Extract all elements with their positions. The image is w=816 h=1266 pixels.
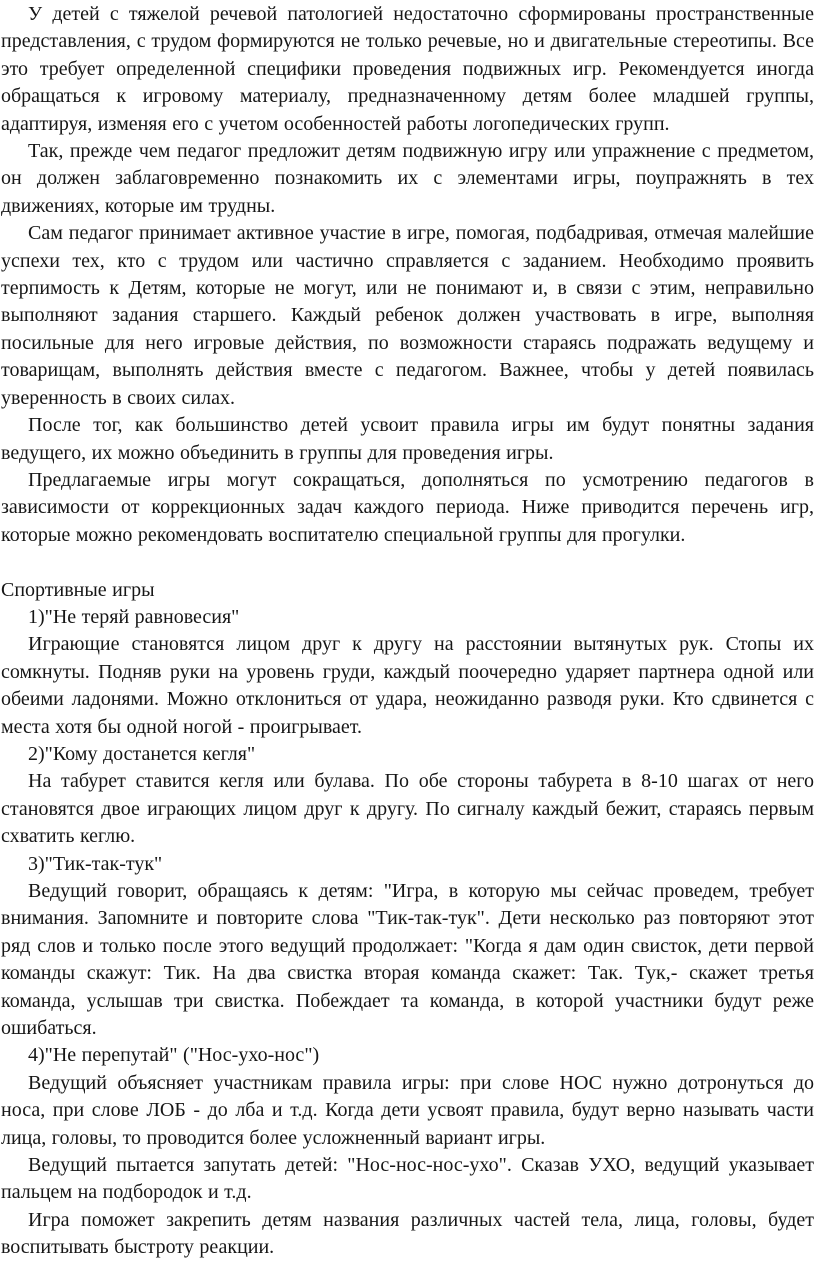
body-paragraph: Играющие становятся лицом друг к другу на расстоянии вытянутых рук. Стопы их сомкнуты. Подняв руки на уровень груди, каждый поочередно ударяет партнера одной или обеими ладонями. Можно отклониться от удара, неожиданно разводя руки. Кто сдвинется с места хотя бы одной ногой - проигрывает.: [1, 633, 814, 738]
body-paragraph: Так, прежде чем педагог предложит детям подвижную игру или упражнение с предметом, он должен заблаговременно познакомить их с элементами игры, поупражнять в тех движениях, которые им трудны.: [1, 140, 814, 217]
body-paragraph: Сам педагог принимает активное участие в игре, помогая, подбадривая, отмечая малейшие успехи тех, кто с трудом или частично справляется с заданием. Необходимо проявить терпимость к Детям, которые не могут, или не понимают и, в связи с этим, неправильно выполняют задания старшего. Каждый ребенок должен участвовать в игре, выполняя посильные для него игровые действия, по возможности стараясь подражать ведущему и товарищам, выполнять действия вместе с педагогом. Важнее, чтобы у детей появилась уверенность в своих силах.: [1, 222, 814, 409]
game-title: 1)"Не теряй равновесия": [28, 605, 240, 628]
game-title: 2)"Кому достанется кегля": [28, 742, 256, 765]
document-text: [1, 1, 814, 1262]
game-title: 4)"Не перепутай" ("Нос-ухо-нос"): [28, 1044, 320, 1067]
body-paragraph: Ведущий пытается запутать детей: "Нос-нос-нос-ухо". Сказав УХО, ведущий указывает пальцем на подбородок и т.д.: [1, 1154, 814, 1204]
section-heading: Спортивные игры: [1, 578, 155, 601]
body-paragraph: Предлагаемые игры могут сокращаться, дополняться по усмотрению педагогов в зависимости от коррекционных задач каждого периода. Ниже приводится перечень игр, которые можно рекомендовать воспитателю специальной группы для прогулки.: [1, 468, 814, 546]
body-paragraph: На табурет ставится кегля или булава. По обе стороны табурета в 8-10 шагах от него становятся двое играющих лицом друг к другу. По сигналу каждый бежит, стараясь первым схватить кеглю.: [1, 770, 814, 848]
body-paragraph: У детей с тяжелой речевой патологией недостаточно сформированы пространственные представления, с трудом формируются не только речевые, но и двигательные стереотипы. Все это требует определенной специфики проведения подвижных игр. Рекомендуется иногда обращаться к игровому материалу, предназначенному детям более младшей группы, адаптируя, изменяя его с учетом особенностей работы логопедических групп.: [1, 3, 814, 135]
body-paragraph: Игра поможет закрепить детям названия различных частей тела, лица, головы, будет воспитывать быстроту реакции.: [1, 1208, 814, 1259]
body-paragraph: Ведущий говорит, обращаясь к детям: "Игра, в которую мы сейчас проведем, требует внимания. Запомните и повторите слова "Тик-так-тук". Дети несколько раз повторяют этот ряд слов и только после этого ведущий продолжает: "Когда я дам один свисток, дети первой команды скажут: Тик. На два свистка вторая команда скажет: Так. Тук,- скажет третья команда, услышав три свистка. Побеждает та команда, в которой участники будут реже ошибаться.: [1, 879, 814, 1040]
body-paragraph: Ведущий объясняет участникам правила игры: при слове НОС нужно дотронуться до носа, при слове ЛОБ - до лба и т.д. Когда дети усвоят правила, будут верно называть части лица, головы, то проводится более усложненный вариант игры.: [1, 1071, 814, 1149]
game-title: 3)"Тик-так-тук": [28, 852, 163, 875]
body-paragraph: После тог, как большинство детей усвоит правила игры им будут понятны задания ведущего, их можно объединить в группы для проведения игры.: [1, 414, 814, 464]
